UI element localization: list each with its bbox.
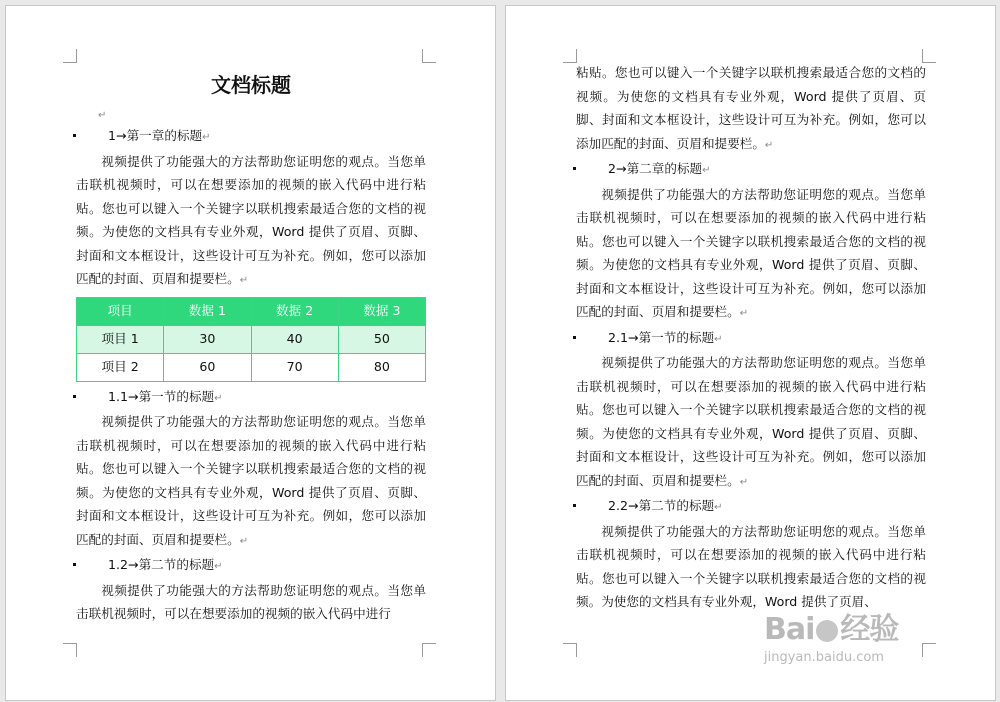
document-title: 文档标题 <box>211 73 291 97</box>
heading-text: 2→第二章的标题 <box>608 161 703 176</box>
paragraph-mark: ↵ <box>239 275 249 286</box>
body-paragraph <box>576 351 926 494</box>
margin-corner-bottom-left <box>63 643 77 657</box>
paragraph-mark: ↵ <box>764 139 774 151</box>
table-header-row <box>77 297 426 325</box>
table-row <box>77 353 426 381</box>
body-text: 视频提供了功能强大的方法帮助您证明您的观点。当您单击联机视频时，可以在想要添加的视频的嵌入代码中进行粘贴。您也可以键入一个关键字以联机搜索最适合您的文档的视频。为使您的文档具有专业外观，Word 提供了页眉、页脚、封面和文本框设计，这些设计可互为补充。例如，您可以添加匹配的封面、页眉和提要栏。 <box>576 355 926 488</box>
table-header-cell: 数据 3 <box>338 297 425 325</box>
margin-corner-top-left <box>63 49 77 63</box>
paragraph-mark: ↵ <box>202 132 211 143</box>
empty-paragraph <box>76 102 426 124</box>
table-header-cell: 数据 2 <box>251 297 338 325</box>
heading-text: 1.2→第二节的标题 <box>108 557 215 572</box>
paragraph-mark: ↵ <box>702 165 711 176</box>
table-row <box>77 325 426 353</box>
watermark-brand-left: Bai <box>764 612 815 647</box>
heading-section-2-1 <box>576 326 926 352</box>
margin-corner-top-left <box>563 49 577 63</box>
watermark-site: jingyan.baidu.com <box>764 650 884 665</box>
document-page-1 <box>5 5 496 701</box>
page-2-content[interactable] <box>576 61 926 614</box>
body-paragraph <box>76 410 426 553</box>
heading-text: 1.1→第一节的标题 <box>108 388 215 404</box>
table-header-cell: 项目 <box>77 297 164 325</box>
paragraph-mark: ↵ <box>98 110 107 121</box>
document-page-2 <box>505 5 996 701</box>
paragraph-mark: ↵ <box>739 476 749 488</box>
body-text: 视频提供了功能强大的方法帮助您证明您的观点。当您单击联机视频时，可以在想要添加的视频的嵌入代码中进行粘贴。您也可以键入一个关键字以联机搜索最适合您的文档的视频。为使您的文档具有专业外观，Word 提供了页眉、页脚、封面和文本框设计，这些设计可互为补充。例如，您可以添加匹配的封面、页眉和提要栏。 <box>76 414 426 547</box>
margin-corner-top-right <box>422 49 436 63</box>
table-cell: 60 <box>164 353 251 381</box>
table-cell: 项目 1 <box>77 325 164 353</box>
table-cell: 70 <box>251 353 338 381</box>
table-cell: 50 <box>338 325 425 353</box>
table-header-cell: 数据 1 <box>164 297 251 325</box>
page-1-content[interactable] <box>76 68 426 626</box>
body-text: 粘贴。您也可以键入一个关键字以联机搜索最适合您的文档的视频。为使您的文档具有专业外观，Word 提供了页眉、页脚、封面和文本框设计，这些设计可互为补充。例如，您可以添加匹配的封面、页眉和提要栏。 <box>576 65 926 151</box>
body-text: 视频提供了功能强大的方法帮助您证明您的观点。当您单击联机视频时，可以在想要添加的视频的嵌入代码中进行粘贴。您也可以键入一个关键字以联机搜索最适合您的文档的视频。为使您的文档具有专业外观，Word 提供了页眉、页脚、封面和文本框设计，这些设计可互为补充。例如，您可以添加匹配的封面、页眉和提要栏。 <box>76 153 426 286</box>
table-cell: 项目 2 <box>77 353 164 381</box>
margin-corner-bottom-right <box>422 643 436 657</box>
watermark-brand-right: 经验 <box>840 612 899 647</box>
paragraph-mark: ↵ <box>714 502 723 513</box>
paragraph-mark: ↵ <box>214 561 223 572</box>
body-paragraph <box>576 61 926 157</box>
heading-chapter-1 <box>76 124 426 150</box>
body-text: 视频提供了功能强大的方法帮助您证明您的观点。当您单击联机视频时，可以在想要添加的视频的嵌入代码中进行粘贴。您也可以键入一个关键字以联机搜索最适合您的文档的视频。为使您的文档具有专业外观，Word 提供了页眉、页脚、封面和文本框设计，这些设计可互为补充。例如，您可以添加匹配的封面、页眉和提要栏。 <box>576 186 926 319</box>
body-paragraph <box>576 183 926 326</box>
margin-corner-bottom-left <box>563 643 577 657</box>
paragraph-mark: ↵ <box>239 535 249 547</box>
heading-section-2-2 <box>576 494 926 520</box>
body-text: 视频提供了功能强大的方法帮助您证明您的观点。当您单击联机视频时，可以在想要添加的视频的嵌入代码中进行粘贴。您也可以键入一个关键字以联机搜索最适合您的文档的视频。为使您的文档具有专业外观，Word 提供了页眉、 <box>576 523 926 609</box>
heading-text: 2.1→第一节的标题 <box>608 329 715 345</box>
table-cell: 40 <box>251 325 338 353</box>
body-paragraph <box>76 150 426 293</box>
margin-corner-bottom-right <box>922 643 936 657</box>
body-paragraph <box>76 579 426 626</box>
heading-text: 1→第一章的标题 <box>108 128 203 143</box>
heading-text: 2.2→第二节的标题 <box>608 498 715 513</box>
paragraph-mark: ↵ <box>739 308 749 319</box>
paragraph-mark: ↵ <box>214 392 223 404</box>
paragraph-mark: ↵ <box>714 333 723 345</box>
table-cell: 30 <box>164 325 251 353</box>
data-table <box>76 297 426 382</box>
heading-chapter-2 <box>576 157 926 183</box>
body-text: 视频提供了功能强大的方法帮助您证明您的观点。当您单击联机视频时，可以在想要添加的视频的嵌入代码中进行 <box>76 582 426 621</box>
body-paragraph <box>576 520 926 614</box>
heading-section-1-1 <box>76 385 426 411</box>
heading-section-1-2 <box>76 553 426 579</box>
table-cell: 80 <box>338 353 425 381</box>
